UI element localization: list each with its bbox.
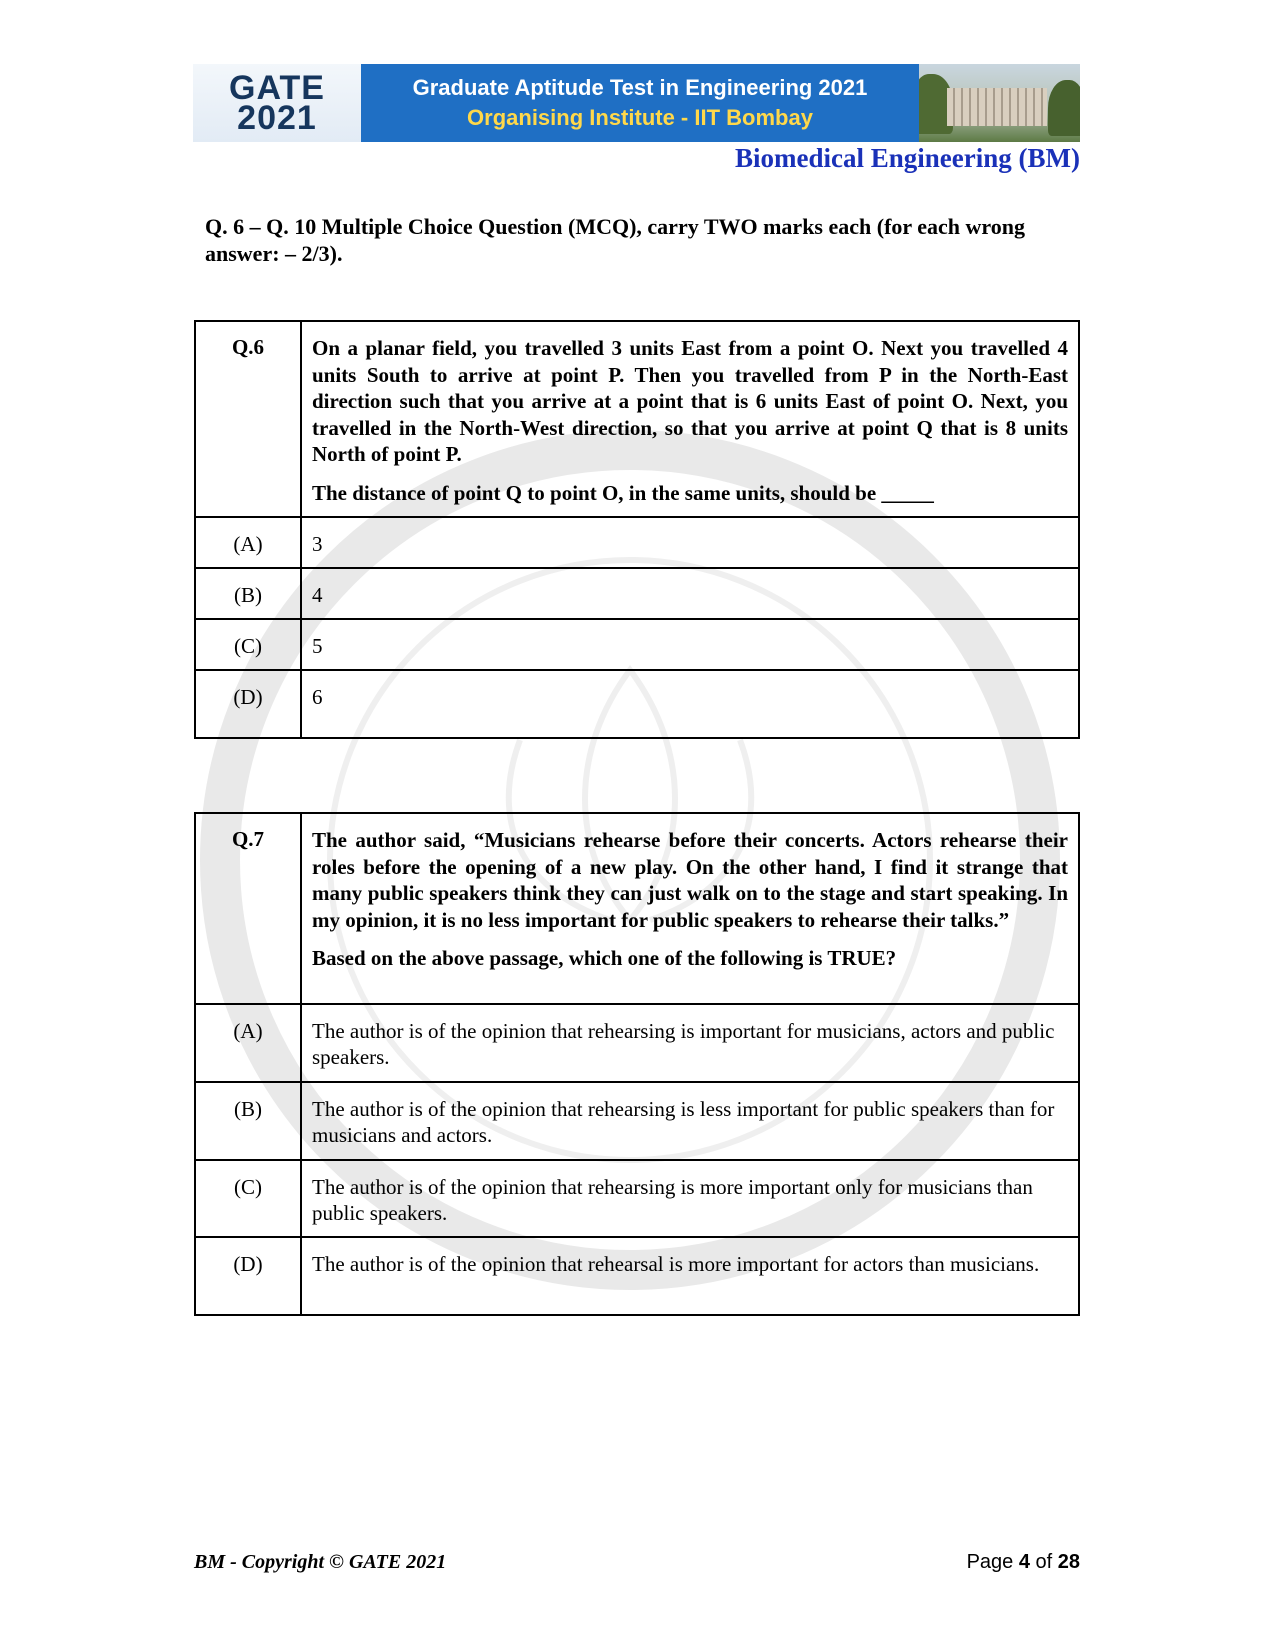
option-row-a[interactable] <box>195 517 1079 568</box>
question-row <box>195 813 1079 1004</box>
question-stem: On a planar field, you travelled 3 units East from a point O. Next you travelled 4 units South to arrive at point P. Then you travelled from P in the North-East direction such that you arrive at a point that is 6 units East of point O. Next, you travelled in the North-West direction, so that you arrive at point Q that is 8 units North of point P. <box>312 336 1068 466</box>
option-text: The author is of the opinion that rehearsal is more important for actors than musicians. <box>312 1252 1040 1276</box>
option-row-c[interactable] <box>195 1160 1079 1237</box>
option-label: (C) <box>234 633 262 658</box>
option-text: 4 <box>312 582 323 607</box>
option-label: (B) <box>234 1097 262 1121</box>
option-row-c[interactable] <box>195 619 1079 670</box>
subject-title: Biomedical Engineering (BM) <box>735 143 1080 173</box>
option-text: 5 <box>312 633 323 658</box>
question-ask: The distance of point Q to point O, in the same units, should be _____ <box>312 480 934 505</box>
option-label: (A) <box>233 1019 263 1043</box>
option-text: The author is of the opinion that rehearsing is important for musicians, actors and public speakers. <box>312 1019 1055 1069</box>
question-stem: The author said, “Musicians rehearse before their concerts. Actors rehearse their roles before the opening of a new play. On the other hand, I find it strange that many public speakers think they can just walk on to the stage and start speaking. In my opinion, it is no less important for public speakers to rehearse their talks.” <box>312 828 1068 932</box>
option-text: The author is of the opinion that rehearsing is more important only for musicians than public speakers. <box>312 1175 1033 1225</box>
page-middle: of <box>1029 1551 1058 1573</box>
option-label: (A) <box>233 531 263 556</box>
option-text: 6 <box>312 684 323 709</box>
page-current: 4 <box>1018 1551 1030 1573</box>
header-banner <box>193 64 1080 142</box>
option-label: (B) <box>234 582 262 607</box>
question-row <box>195 321 1079 517</box>
page-number <box>967 1551 1080 1574</box>
question-number: Q.7 <box>231 827 265 851</box>
question-6-table <box>194 320 1080 739</box>
option-row-b[interactable] <box>195 1082 1079 1160</box>
logo-line-2: 2021 <box>237 99 317 137</box>
logo-line-1: GATE <box>229 69 325 107</box>
banner-subtitle: Organising Institute - IIT Bombay <box>467 105 813 130</box>
option-label: (D) <box>233 684 263 709</box>
option-row-d[interactable] <box>195 670 1079 738</box>
question-7-table <box>194 812 1080 1316</box>
question-number: Q.6 <box>231 335 265 359</box>
option-text: The author is of the opinion that rehearsing is less important for public speakers than for musicians and actors. <box>312 1097 1055 1147</box>
option-row-a[interactable] <box>195 1004 1079 1082</box>
campus-photo <box>919 64 1080 142</box>
gate-logo <box>193 64 361 142</box>
option-row-d[interactable] <box>195 1237 1079 1315</box>
section-heading: Q. 6 – Q. 10 Multiple Choice Question (MCQ), carry TWO marks each (for each wrong answer: – 2/3). <box>205 214 1026 266</box>
page-prefix: Page <box>966 1551 1019 1573</box>
option-label: (D) <box>233 1252 263 1276</box>
option-label: (C) <box>234 1175 262 1199</box>
option-text: 3 <box>312 531 323 556</box>
banner-title-block <box>361 64 919 142</box>
page-total: 28 <box>1057 1551 1080 1573</box>
footer-copyright: BM - Copyright © GATE 2021 <box>194 1551 447 1573</box>
question-ask: Based on the above passage, which one of the following is TRUE? <box>312 946 897 970</box>
banner-title: Graduate Aptitude Test in Engineering 2021 <box>412 75 868 100</box>
option-row-b[interactable] <box>195 568 1079 619</box>
